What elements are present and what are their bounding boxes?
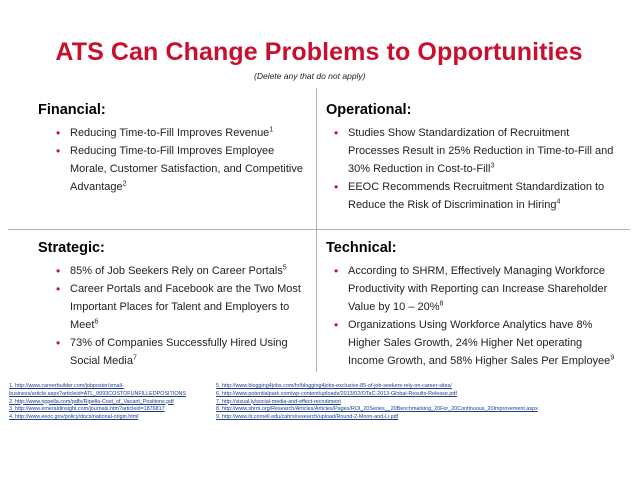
- reference-link[interactable]: 8. http://www.shrm.org/Research/Articles/Articles/Pages/ROI_20Series__20Benchmarking_20For_20Continuous_20Improvement.aspx: [216, 406, 538, 413]
- bullet-text: Studies Show Standardization of Recruitment Processes Result in 25% Reduction in Time-to-Fill and 30% Reduction in Cost-to-Fill: [348, 127, 614, 175]
- bullet-icon: •: [334, 264, 339, 278]
- bullet-icon: •: [334, 318, 339, 332]
- bullet-text: According to SHRM, Effectively Managing Workforce Productivity with Reporting can Increase Shareholder Value by 10 – 20%: [348, 265, 608, 313]
- bullet-icon: •: [56, 126, 61, 140]
- reference-link[interactable]: 3. http://www.emeraldinsight.com/journals.htm?articleid=1876817: [9, 406, 165, 413]
- bullet-text: Career Portals and Facebook are the Two Most Important Places for Talent and Employers to Meet: [70, 283, 301, 331]
- vertical-divider: [316, 88, 317, 372]
- bullet-list: [334, 124, 616, 214]
- footnote-ref: 8: [439, 300, 444, 308]
- bullet-icon: •: [334, 126, 339, 140]
- footnote-ref: 9: [610, 354, 615, 362]
- bullet-item: [334, 124, 616, 178]
- references-left: [9, 383, 209, 422]
- bullet-text: 73% of Companies Successfully Hired Using Social Media: [70, 337, 288, 367]
- quadrant-technical: [326, 240, 616, 370]
- reference-link[interactable]: business/article.aspx?articleid=ATL_0093COSTOFUNFILLEDPOSITIONS: [9, 390, 187, 397]
- bullet-item: [56, 334, 308, 370]
- footnote-ref: 6: [94, 318, 99, 326]
- bullet-item: [56, 262, 308, 280]
- bullet-icon: •: [56, 264, 61, 278]
- horizontal-divider: [8, 229, 630, 230]
- bullet-item: [56, 142, 308, 196]
- reference-link[interactable]: 1. http://www.careerbuilder.com/jobposter/small-: [9, 383, 124, 389]
- reference-link[interactable]: 9. http://www.ilr.cornell.edu/cahrs/research/upload/Round-2-Moon-and-Li.pdf: [216, 414, 399, 421]
- quadrant-financial: [38, 102, 308, 196]
- footnote-ref: 3: [490, 162, 495, 170]
- bullet-icon: •: [334, 180, 339, 194]
- bullet-list: [56, 124, 308, 196]
- bullet-text: Reducing Time-to-Fill Improves Employee Morale, Customer Satisfaction, and Competitive Advantage: [70, 145, 303, 193]
- reference-link[interactable]: 6. http://www.potentialpark.com/wp-content/uploads/2013/02/OTaC-2013-Global-Results-Release.pdf: [216, 390, 457, 397]
- quadrant-strategic: [38, 240, 308, 370]
- footnote-ref: 1: [269, 126, 274, 134]
- bullet-text: EEOC Recommends Recruitment Standardization to Reduce the Risk of Discrimination in Hiring: [348, 181, 605, 211]
- bullet-icon: •: [56, 282, 61, 296]
- footnote-ref: 4: [556, 198, 561, 206]
- bullet-list: [334, 262, 616, 370]
- footnote-ref: 5: [282, 264, 287, 272]
- bullet-item: [334, 316, 616, 370]
- bullet-icon: •: [56, 144, 61, 158]
- bullet-text: Organizations Using Workforce Analytics have 8% Higher Sales Growth, 24% Higher Net operating Income Growth, and 58% Higher Sales Per Employee: [348, 319, 611, 367]
- bullet-icon: •: [56, 336, 61, 350]
- bullet-list: [56, 262, 308, 370]
- bullet-text: 85% of Job Seekers Rely on Career Portals: [70, 265, 283, 277]
- slide-subtitle: (Delete any that do not apply): [254, 71, 366, 81]
- bullet-item: [334, 178, 616, 214]
- quadrant-title: Technical:: [326, 240, 397, 256]
- quadrant-title: Financial:: [38, 102, 106, 118]
- slide-title: ATS Can Change Problems to Opportunities: [55, 38, 583, 66]
- bullet-text: Reducing Time-to-Fill Improves Revenue: [70, 127, 270, 139]
- reference-link[interactable]: 7. http://visual.ly/social-media-and-effect-recruitment: [216, 398, 341, 405]
- bullet-item: [334, 262, 616, 316]
- quadrant-title: Strategic:: [38, 240, 105, 256]
- quadrant-operational: [326, 102, 616, 214]
- reference-link[interactable]: 4. http://www.eeoc.gov/policy/docs/national-origin.html: [9, 414, 139, 421]
- footnote-ref: 7: [132, 354, 137, 362]
- reference-link[interactable]: 2. http://www.rippella.com/pdfs/Ripella-Cost_of_Vacant_Positions.pdf: [9, 398, 174, 405]
- quadrant-title: Operational:: [326, 102, 412, 118]
- bullet-item: [56, 124, 308, 142]
- references-right: [216, 383, 631, 422]
- reference-link[interactable]: 5. http://www.blogging4jobs.com/hr/blogging4jobs-exclusive-85-of-job-seekers-rely-on-career-sites/: [216, 383, 452, 389]
- bullet-item: [56, 280, 308, 334]
- footnote-ref: 2: [122, 180, 127, 188]
